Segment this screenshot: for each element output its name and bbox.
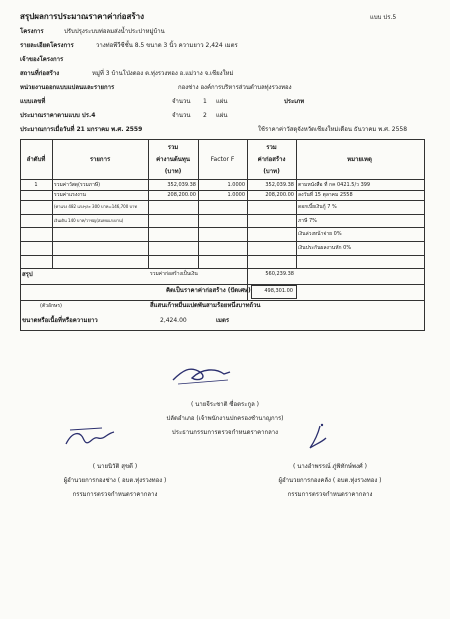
header-cost-2: ค่างานต้นทุน [156,156,190,163]
row-1-no: 1 [34,182,38,188]
row-1-factor: 1.0000 [227,182,245,188]
header-total-3: (บาท) [263,168,280,175]
header-cost-1: รวม [167,144,179,151]
detail-label: รายละเอียดโครงการ [20,42,74,49]
main-signer-position: ปลัดอำเภอ (เจ้าพนักงานปกครองชำนาญการ) [166,415,284,422]
site-value: หมู่ที่ 3 บ้านโป่งดอง ต.ทุ่งรวงทอง อ.แม่วาง จ.เชียงใหม่ [92,70,234,77]
size-value: 2,424.00 [160,317,187,324]
row-2-factor: 1.0000 [227,192,245,198]
plan-no-label: แบบเลขที่ [20,98,46,105]
detail-value: วางท่อพีวีซีชั้น 8.5 ขนาด 3 นิ้ว ความยาว 2,424 เมตร [96,42,238,49]
left-signer-name: ( นายนิวัติ สุขดี ) [92,463,138,470]
right-signer-role: กรรมการตรวจกำหนดราคากลาง [287,491,373,498]
right-signer-name: ( นางอำพรรณ์ ภู่พิทักษ์พงศ์ ) [293,463,367,470]
row-2-note: ลงวันที่ 15 ตุลาคม 2558 [298,192,353,198]
sheet-unit-1: แผ่น [216,98,228,105]
main-signer-role: ประธานกรรมการตรวจกำหนดราคากลาง [171,429,279,436]
header-factor: Factor F [210,156,235,163]
row-2-item: รวมค่าแรงงาน [54,192,86,198]
project-label: โครงการ [20,28,44,35]
right-signature [300,420,340,452]
left-signature [62,422,122,452]
main-signature [168,358,238,388]
left-signer-position: ผู้อำนวยการกองช่าง ( อบต.ทุ่งรวงทอง ) [63,477,167,484]
unit-label: หน่วยงานออกแบบแปลนและรายการ [20,84,115,91]
words-label: (ตัวอักษร) [40,303,62,309]
final-value: 498,301.00 [264,288,293,294]
row-2-total: 208,200.00 [265,192,294,198]
calc-date: ประมาณการเมื่อวันที่ 21 มกราคม พ.ศ. 2559 [20,126,143,133]
row-3-note: ดอกเบี้ยเงินกู้ 7 % [298,204,337,210]
form-est-label: ประมาณราคาตามแบบ ปร.4 [20,112,96,119]
owner-label: เจ้าของโครงการ [20,56,64,63]
header-cost-3: (บาท) [164,168,182,175]
row-1-item: รวมค่าวัสดุ(รวมภาษี) [54,182,101,188]
header-total-2: ค่าก่อสร้าง [257,156,286,163]
row-4-item: เงินเดิน 140 บาท/วาชญ(สมทบแรงงาน) [54,218,124,223]
sheet-qty-label-2: จำนวน [172,112,191,119]
sum-value: 560,239.38 [265,271,294,277]
final-label: คิดเป็นราคาค่าก่อสร้าง (ปัดเศษ) [166,287,251,294]
row-2-cost: 208,200.00 [167,192,196,198]
sheet-qty-2: 2 [203,112,207,119]
site-label: สถานที่ก่อสร้าง [20,70,60,77]
header-note: หมายเหตุ [347,156,372,163]
row-5-note: เงินล่วงหน้าจ่าย 0% [298,231,342,237]
size-label: ขนาดหรือเนื้อที่หรือความยาว [22,317,98,324]
left-signer-role: กรรมการตรวจกำหนดราคากลาง [72,491,158,498]
sheet-qty-1: 1 [203,98,207,105]
summary-label: สรุป [22,271,33,278]
header-total-1: รวม [266,144,277,151]
project-value: ปรับปรุงระบบท่อลมส่งน้ำประปาหมู่บ้าน [64,28,165,35]
form-code: แบบ ปร.5 [370,14,397,21]
header-no: ลำดับที่ [26,156,46,163]
unit-value: กองช่าง องค์การบริหารส่วนตำบลทุ่งรวงทอง [178,84,292,91]
size-unit: เมตร [216,317,230,324]
row-1-total: 352,039.38 [265,182,294,188]
words-value: สี่แสนเก้าหมื่นแปดพันสามร้อยหนึ่งบาทถ้วน [150,302,261,309]
row-1-cost: 352,039.38 [167,182,196,188]
row-1-note: ตามหนังสือ ที่ กค 0421.5/ว 399 [298,182,371,188]
sum-label: รวมค่าก่อสร้างเป็นเงิน [150,271,198,277]
sheet-qty-label-1: จำนวน [172,98,191,105]
doc-title: สรุปผลการประมาณราคาค่าก่อสร้าง [20,12,145,21]
row-6-note: เงินประกันผลงานหัก 0% [298,245,352,251]
main-signer-name: ( นายจีระชาติ ซื่อตระกูล ) [190,401,259,408]
type-label: ประเภท [284,98,305,105]
sheet-unit-2: แผ่น [216,112,228,119]
row-4-note: ภาษี 7% [298,218,317,224]
row-3-item: (ค่าแรง 482 แรงๆละ 300 บาท=146,700 บาท [54,204,137,209]
right-signer-position: ผู้อำนวยการกองคลัง ( อบต.ทุ่งรวงทอง ) [278,477,382,484]
price-reference: ใช้ราคาค่าวัสดุจังหวัดเชียงใหม่เดือน ธันวาคม พ.ศ. 2558 [258,126,408,133]
header-item: รายการ [89,156,111,163]
